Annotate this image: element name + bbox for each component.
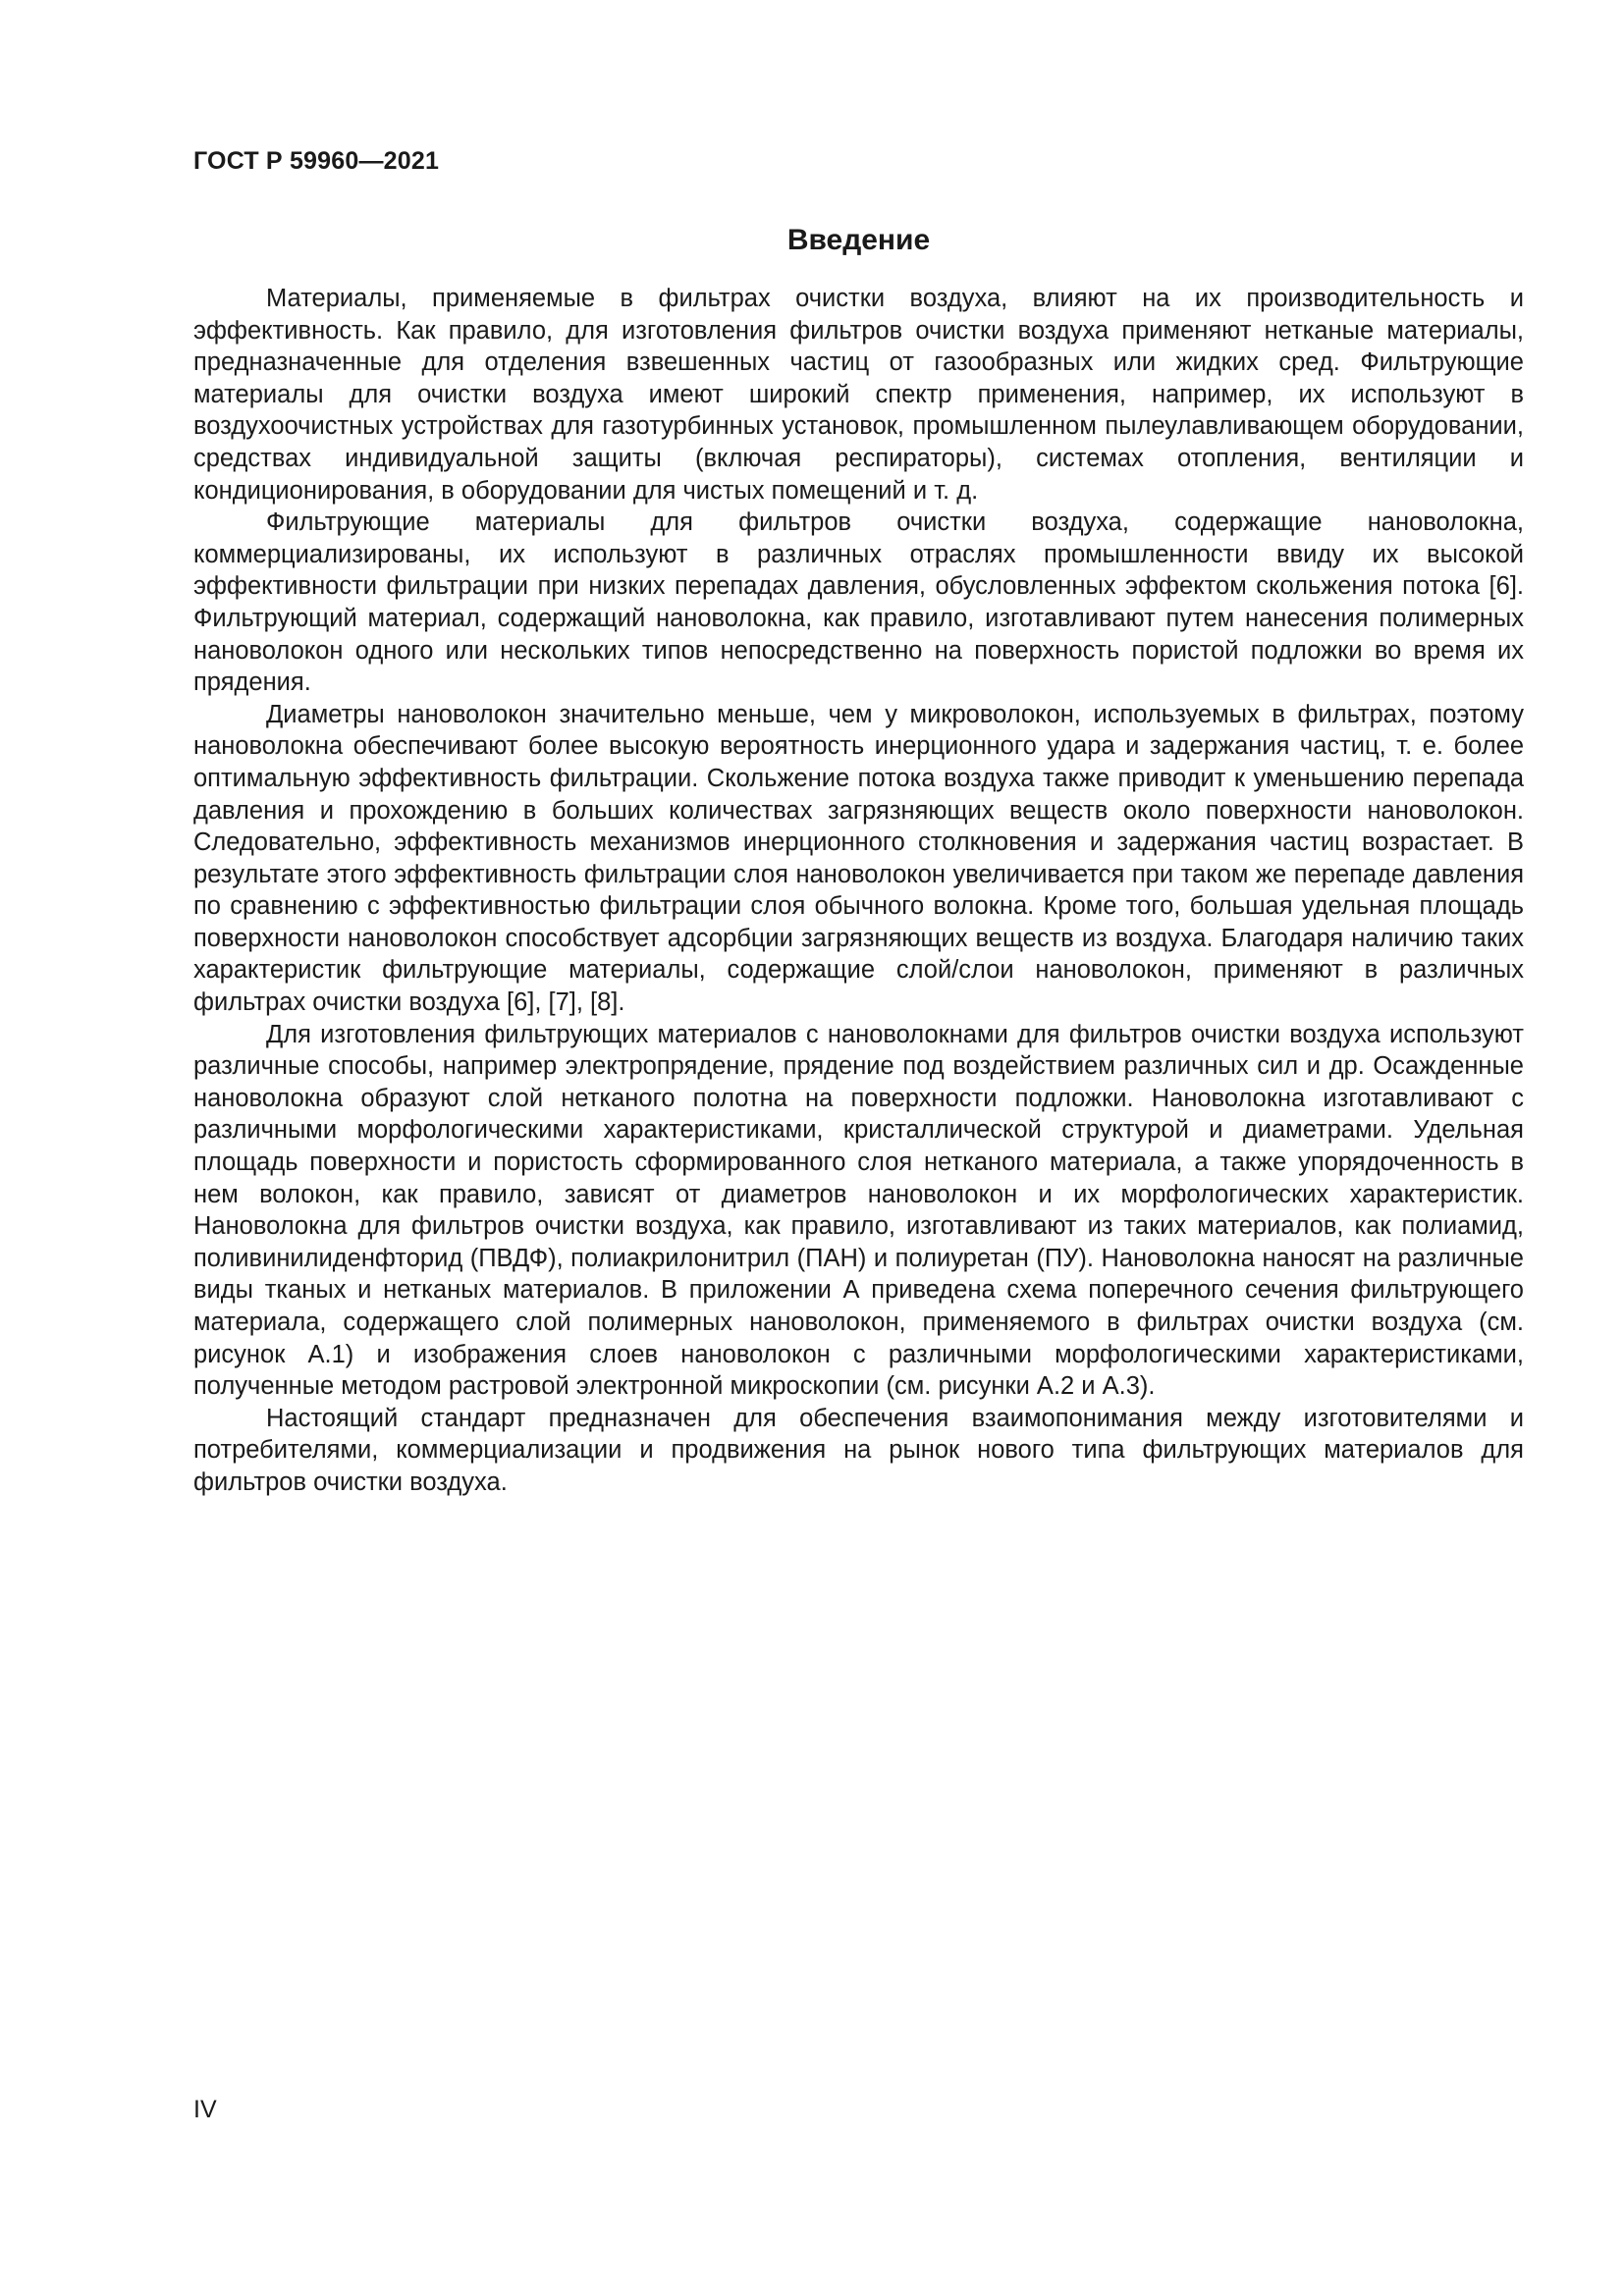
document-header: ГОСТ Р 59960—2021: [193, 147, 440, 175]
section-title: Введение: [786, 224, 931, 256]
paragraph: Диаметры нановолокон значительно меньше, чем у микроволокон, используемых в фильтрах, поэтому нановолокна обеспечивают более высокую вероятность инерционного удара и задержания частиц, т. е. более оптимальную эффективность фильтрации. Скольжение потока воздуха также приводит к уменьшению перепада давления и прохождению в больших количествах загрязняющих веществ около поверхности нановолокон. Следовательно, эффективность механизмов инерционного столкновения и задержания частиц возрастает. В результате этого эффективность фильтрации слоя нановолокон увеличивается при таком же перепаде давления по сравнению с эффективностью фильтрации слоя обычного волокна. Кроме того, большая удельная площадь поверхности нановолокон способствует адсорбции загрязняющих веществ из воздуха. Благодаря наличию таких характеристик фильтрующие материалы, содержащие слой/слои нановолокон, применяют в различных фильтрах очистки воздуха [6], [7], [8].: [193, 700, 1524, 1017]
paragraph: Настоящий стандарт предназначен для обеспечения взаимопонимания между изготовителями и потребителями, коммерциализации и продвижения на рынок нового типа фильтрующих материалов для фильтров очистки воздуха.: [193, 1404, 1524, 1496]
paragraph: Материалы, применяемые в фильтрах очистки воздуха, влияют на их производительность и эффективность. Как правило, для изготовления фильтров очистки воздуха применяют нетканые материалы, предназначенные для отделения взвешенных частиц от газообразных или жидких сред. Фильтрующие материалы для очистки воздуха имеют широкий спектр применения, например, их используют в воздухоочистных устройствах для газотурбинных установок, промышленном пылеулавливающем оборудовании, средствах индивидуальной защиты (включая респираторы), системах отопления, вентиляции и кондиционирования, в оборудовании для чистых помещений и т. д.: [193, 285, 1524, 505]
body-text: [193, 283, 1524, 1499]
paragraph: Для изготовления фильтрующих материалов с нановолокнами для фильтров очистки воздуха используют различные способы, например электропрядение, прядение под воздействием различных сил и др. Осажденные нановолокна образуют слой нетканого полотна на поверхности подложки. Нановолокна изготавливают с различными морфологическими характеристиками, кристаллической структурой и диаметрами. Удельная площадь поверхности и пористость сформированного слоя нетканого материала, а также упорядоченность в нем волокон, как правило, зависят от диаметров нановолокон и их морфологических характеристик. Нановолокна для фильтров очистки воздуха, как правило, изготавливают из таких материалов, как полиамид, поливинилиденфторид (ПВДФ), полиакрилонитрил (ПАН) и полиуретан (ПУ). Нановолокна наносят на различные виды тканых и нетканых материалов. В приложении А приведена схема поперечного сечения фильтрующего материала, содержащего слой полимерных нановолокон, применяемого в фильтрах очистки воздуха (см. рисунок А.1) и изображения слоев нановолокон с различными морфологическими характеристиками, полученные методом растровой электронной микроскопии (см. рисунки А.2 и А.3).: [193, 1020, 1524, 1401]
page-number: IV: [193, 2096, 217, 2123]
paragraph: Фильтрующие материалы для фильтров очистки воздуха, содержащие нановолокна, коммерциализированы, их используют в различных отраслях промышленности ввиду их высокой эффективности фильтрации при низких перепадах давления, обусловленных эффектом скольжения потока [6]. Фильтрующий материал, содержащий нановолокна, как правило, изготавливают путем нанесения полимерных нановолокон одного или нескольких типов непосредственно на поверхность пористой подложки во время их прядения.: [193, 508, 1524, 697]
